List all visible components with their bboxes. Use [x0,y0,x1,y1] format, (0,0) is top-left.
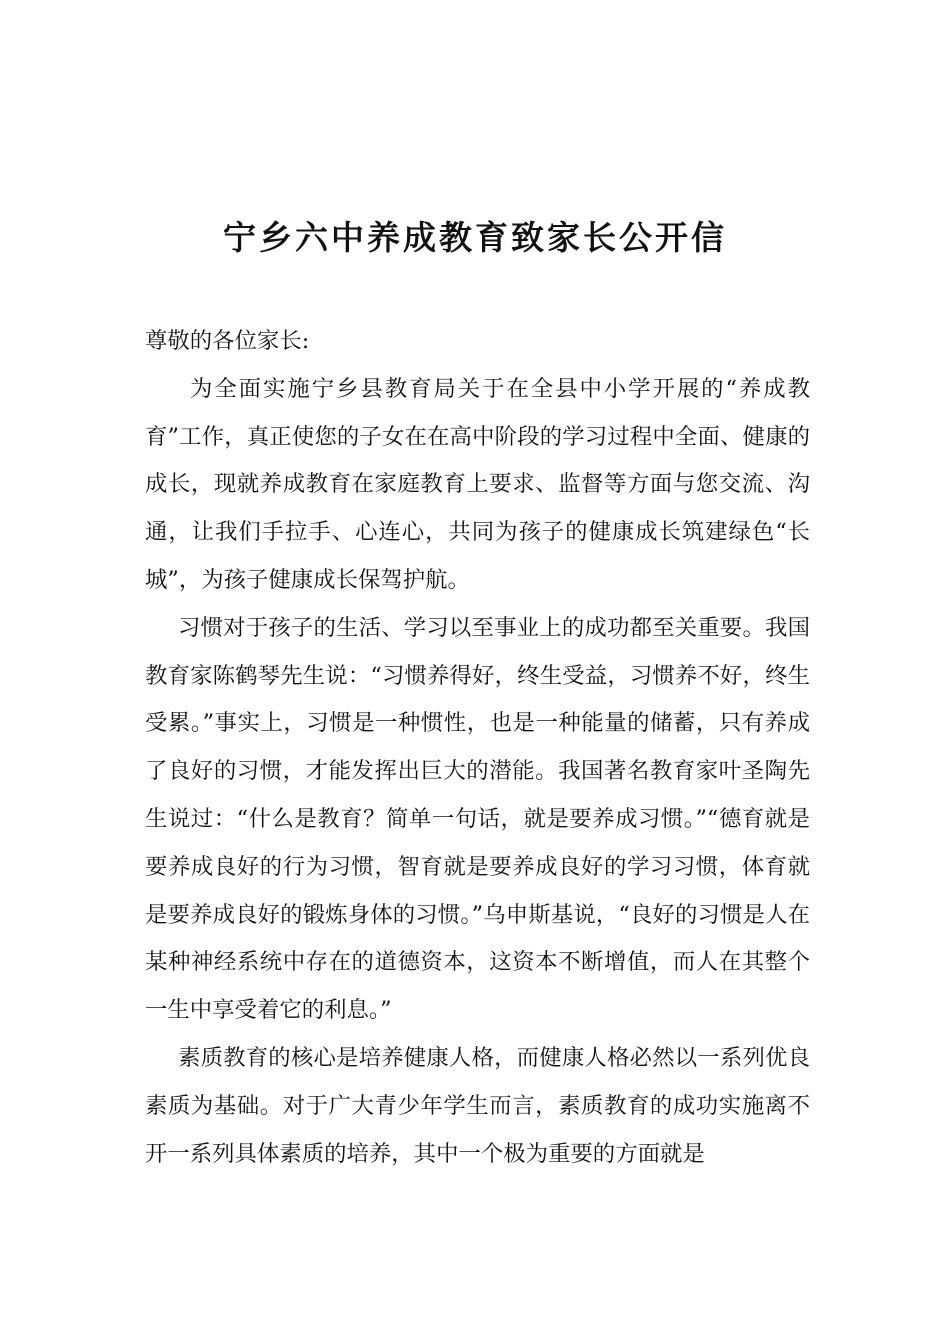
document-title: 宁乡六中养成教育致家长公开信 [223,218,727,257]
paragraph-3: 素质教育的核心是培养健康人格，而健康人格必然以一系列优良素质为基础。对于广大青少年学生而言，素质教育的成功实施离不开一系列具体素质的培养，其中一个极为重要的方面就是 [145,1044,810,1167]
paragraph-2: 习惯对于孩子的生活、学习以至事业上的成功都至关重要。我国教育家陈鹤琴先生说：“习惯养得好，终生受益，习惯养不好，终生受累。”事实上，习惯是一种惯性，也是一种能量的储蓄，只有养成了良好的习惯，才能发挥出巨大的潜能。我国著名教育家叶圣陶先生说过：“什么是教育？简单一句话，就是要养成习惯。”“德育就是要养成良好的行为习惯，智育就是要养成良好的学习习惯，体育就是要养成良好的锻炼身体的习惯。”乌申斯基说，“良好的习惯是人在某种神经系统中存在的道德资本，这资本不断增值，而人在其整个一生中享受着它的利息。” [145,614,810,1024]
paragraph-1: 为全面实施宁乡县教育局关于在全县中小学开展的“养成教育”工作，真正使您的子女在在高中阶段的学习过程中全面、健康的成长，现就养成教育在家庭教育上要求、监督等方面与您交流、沟通，让我们手拉手、心连心，共同为孩子的健康成长筑建绿色“长城”，为孩子健康成长保驾护航。 [145,375,810,593]
letter-greeting: 尊敬的各位家长: [145,328,310,354]
letter-body [145,318,810,1178]
